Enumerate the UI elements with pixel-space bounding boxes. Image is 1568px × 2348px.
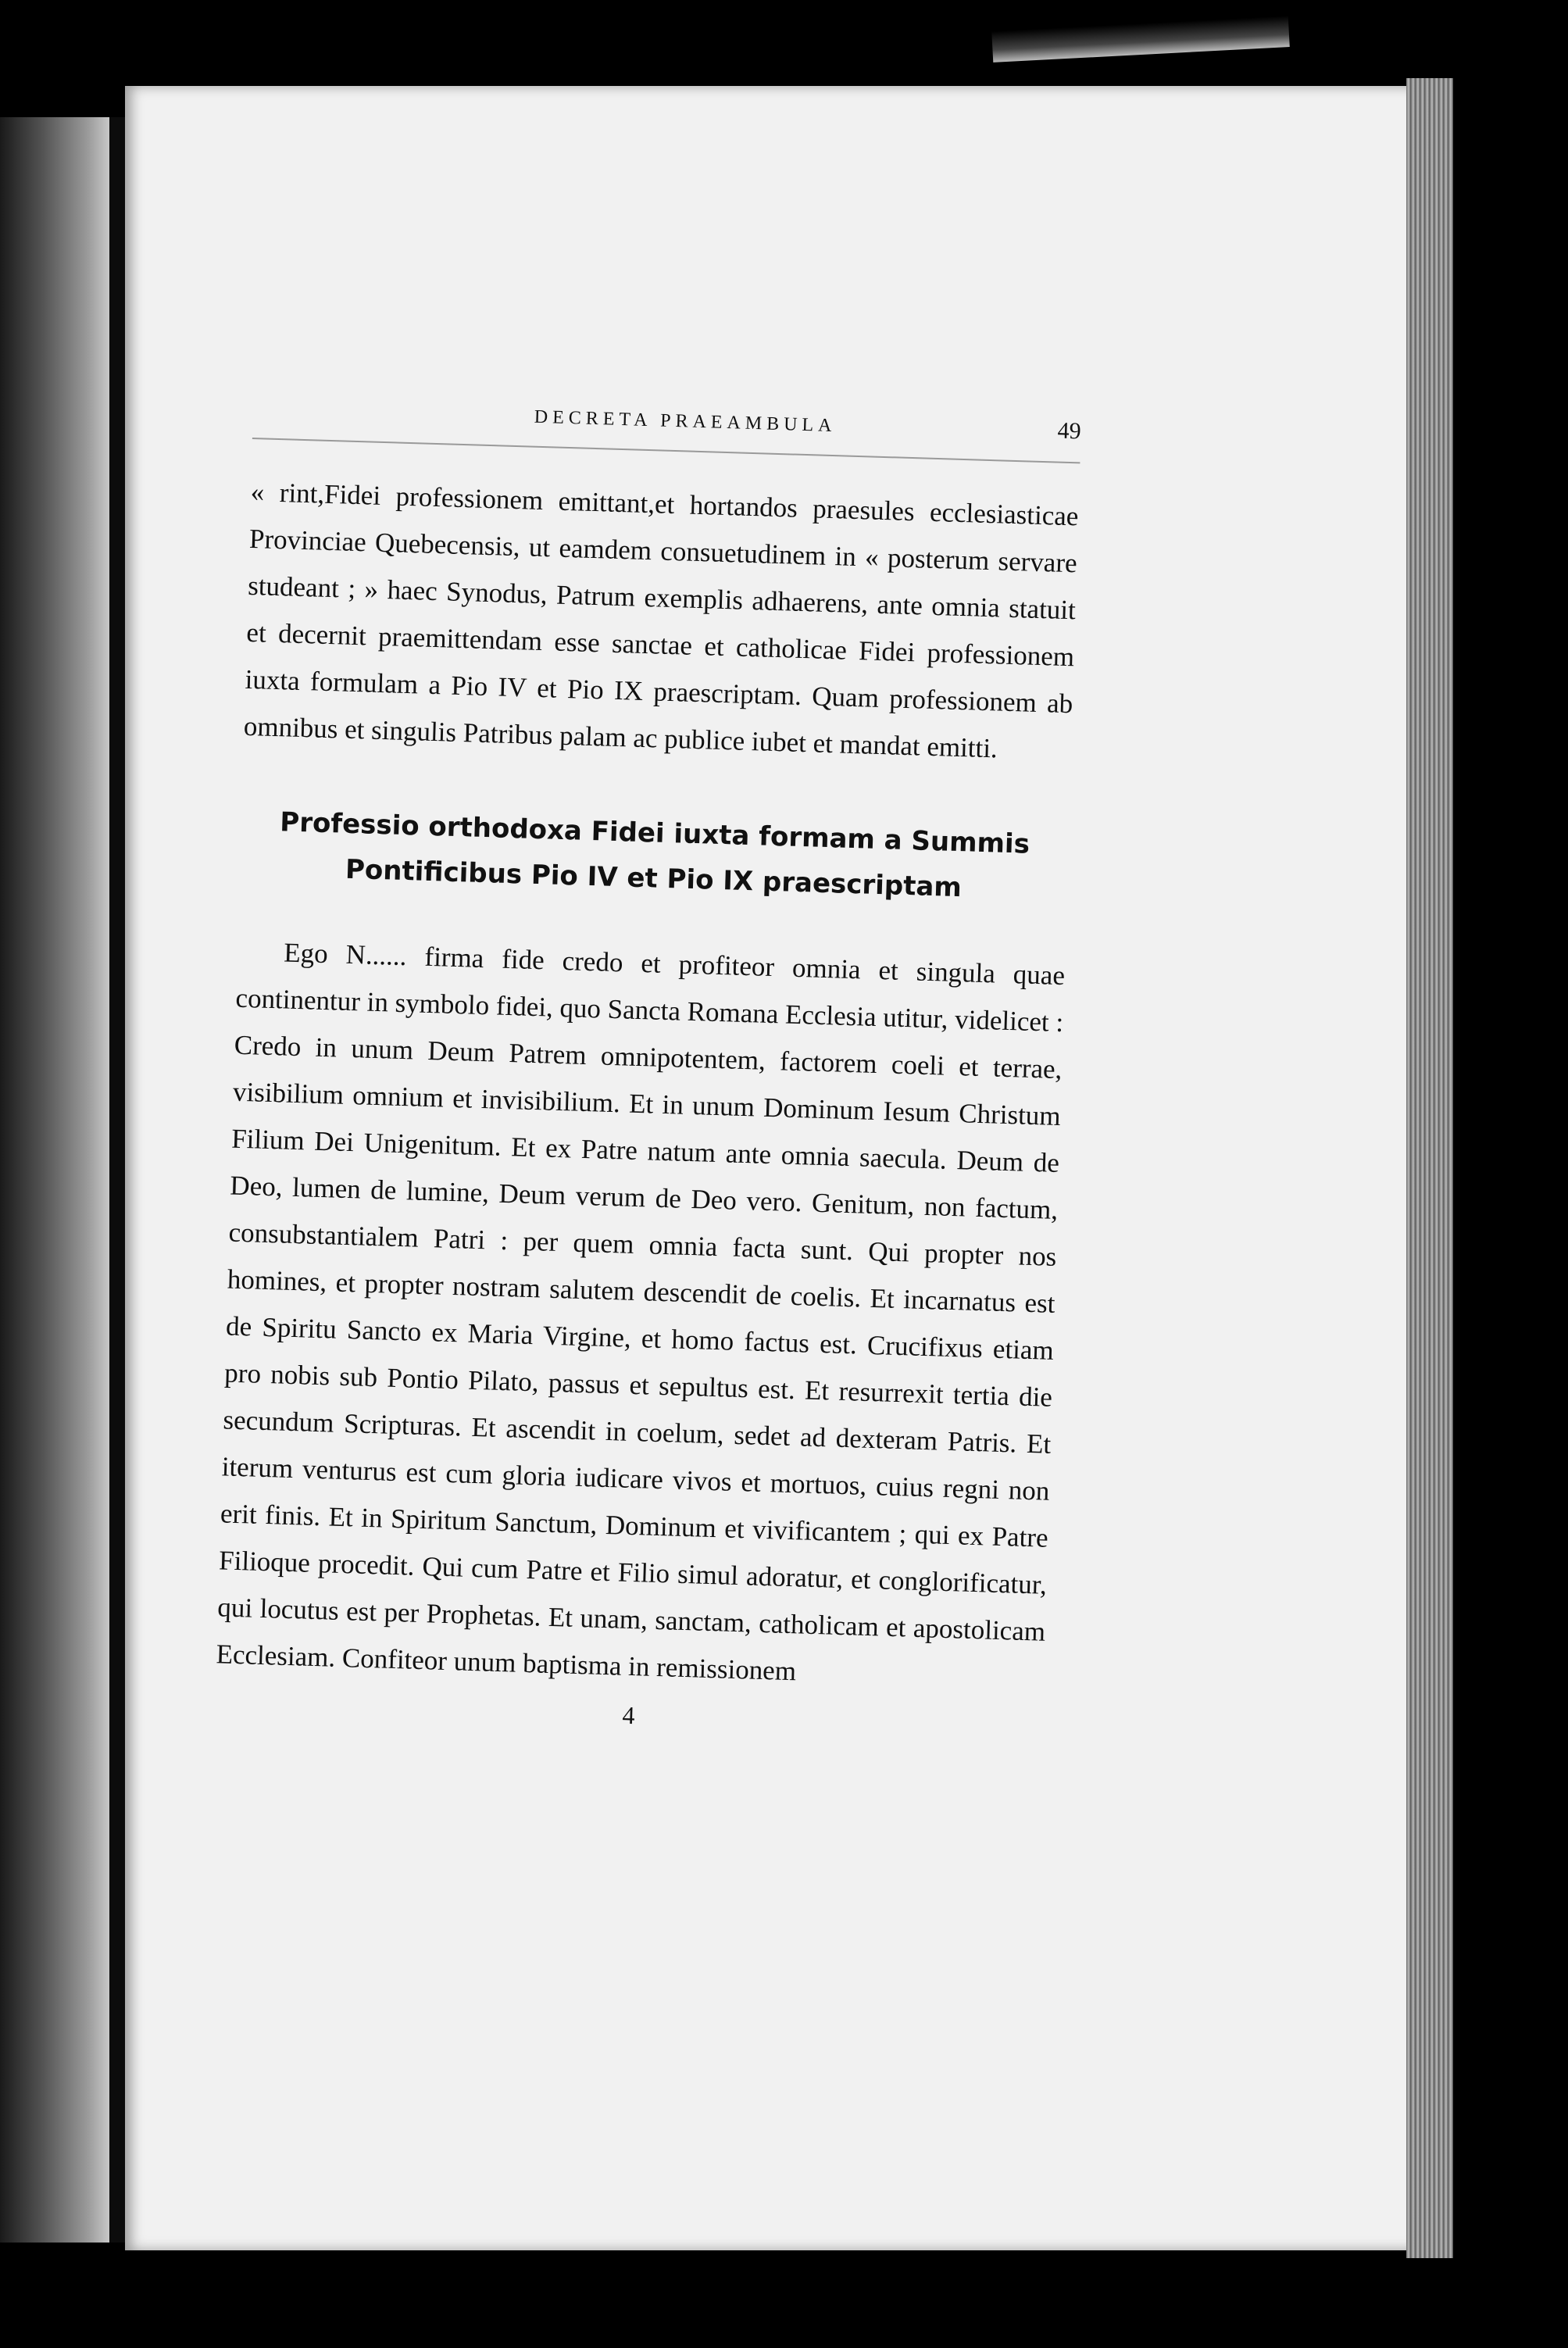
signature-mark: 4 (622, 1700, 636, 1730)
section-heading-line-2: Pontificibus Pio IV et Pio IX praescriptam (345, 853, 963, 904)
running-title: DECRETA PRAEAMBULA (534, 406, 837, 437)
page-top-edge (991, 16, 1290, 63)
section-heading (239, 799, 1070, 913)
book-spine (109, 117, 127, 2243)
page-number: 49 (1057, 417, 1082, 445)
creed-paragraph: Ego N...... firma fide credo et profiteor omnia et singula quae continentur in symbolo fidei, quo Sancta Romana Ecclesia utitur, videlicet : Credo in unum Deum Patrem omnipotentem, factorem coeli et terrae, visibilium omnium et invisibilium. Et in unum Dominum Iesum Christum Filium Dei Unigenitum. Et ex Patre natum ante omnia saecula. Deum de Deo, lumen de lumine, Deum verum de Deo vero. Genitum, non factum, consubstantialem Patri : per quem omnia facta sunt. Qui propter nos homines, et propter nostram salutem descendit de coelis. Et incarnatus est de Spiritu Sancto ex Maria Virgine, et homo factus est. Crucifixus etiam pro nobis sub Pontio Pilato, passus et sepultus est. Et resurrexit tertia die secundum Scripturas. Et ascendit in coelum, sedet ad dexteram Patris. Et iterum venturus est cum gloria iudicare vivos et mortuos, cuius regni non erit finis. Et in Spiritum Sanctum, Dominum et vivificantem ; qui ex Patre Filioque procedit. Qui cum Patre et Filio simul adoratur, et conglorificatur, qui locutus est per Prophetas. Et unam, sanctam, catholicam et apostolicam Ecclesiam. Confiteor unum baptisma in remissionem (216, 937, 1066, 1687)
intro-paragraph: « rint,Fidei professionem emittant,et hortandos praesules ecclesiasticae Provinciae Quebecensis, ut eamdem consuetudinem in « posterum servare studeant ; » haec Synodus, Patrum exemplis adhaerens, ante omnia statuit et decernit praemittendam esse sanctae et catholicae Fidei professionem iuxta formulam a Pio IV et Pio IX praescriptam. Quam professionem ab omnibus et singulis Patribus palam ac publice iubet et mandat emitti. (243, 476, 1079, 764)
page-content (214, 383, 1081, 1742)
section-heading-line-1: Professio orthodoxa Fidei iuxta formam a Summis (279, 806, 1030, 860)
page-stack-edge (1406, 78, 1453, 2258)
left-page-edge (0, 117, 109, 2243)
